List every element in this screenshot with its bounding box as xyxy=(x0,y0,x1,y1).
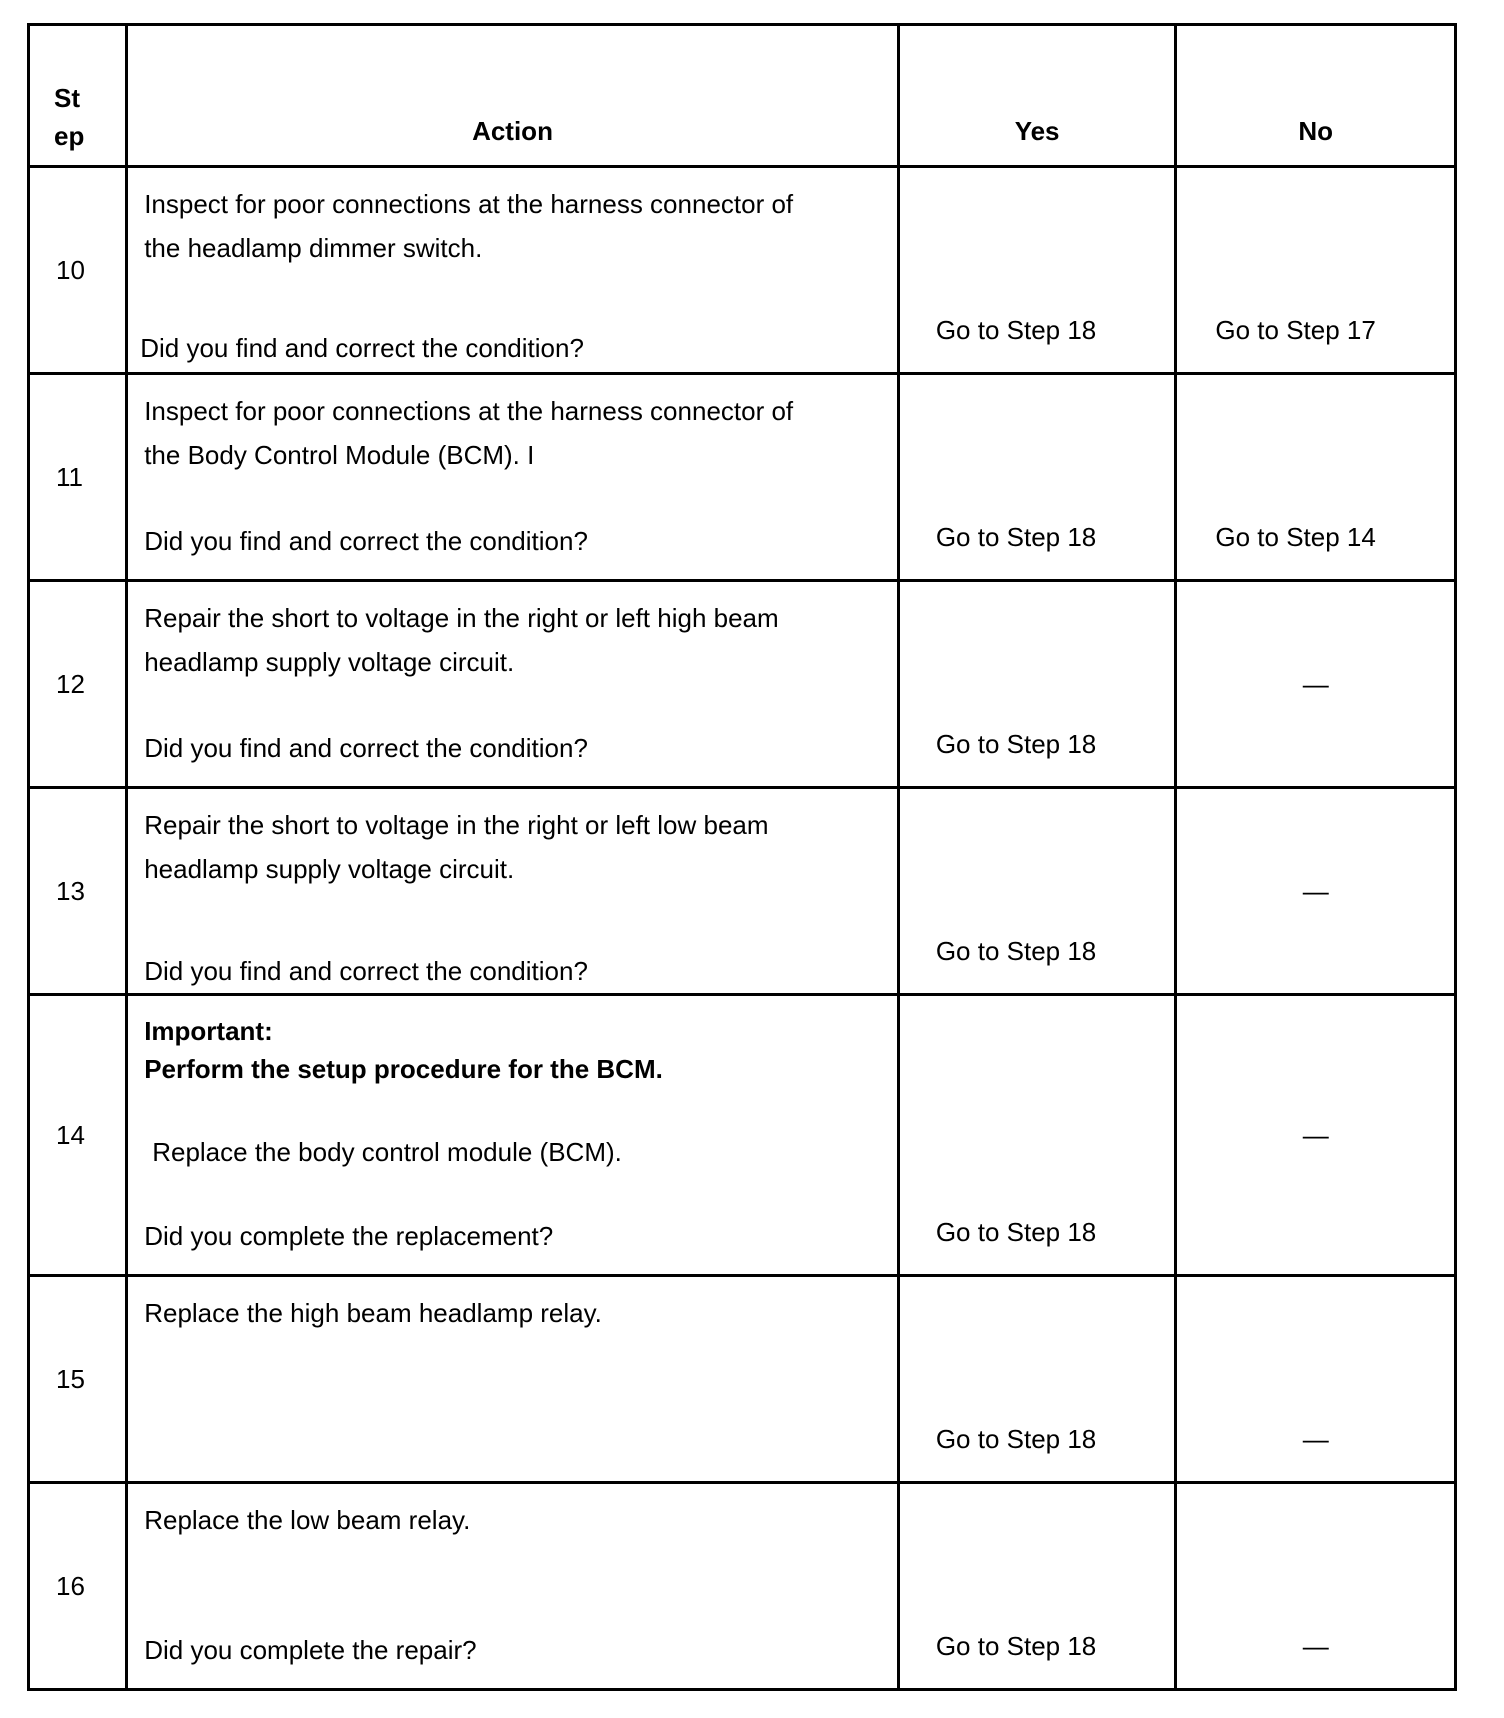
step-cell xyxy=(29,581,127,788)
yes-result: Go to Step 18 xyxy=(935,729,1097,759)
action-cell xyxy=(127,995,899,1276)
no-result: Go to Step 17 xyxy=(1215,315,1376,345)
step-number: 12 xyxy=(56,669,85,699)
action-cell xyxy=(127,1483,899,1690)
yes-result: Go to Step 18 xyxy=(935,522,1097,552)
table-row xyxy=(29,167,1456,374)
action-cell xyxy=(127,788,899,995)
action-line: headlamp supply voltage circuit. xyxy=(144,854,515,884)
header-step-label: St ep xyxy=(54,83,85,151)
no-result: — xyxy=(1302,1631,1329,1661)
action-text xyxy=(144,389,881,477)
yes-cell xyxy=(898,374,1176,581)
no-cell xyxy=(1176,1483,1456,1690)
step-number: 13 xyxy=(56,876,85,906)
header-action xyxy=(127,25,899,167)
action-line: the headlamp dimmer switch. xyxy=(144,233,483,263)
yes-cell xyxy=(898,581,1176,788)
table-row xyxy=(29,788,1456,995)
table-row xyxy=(29,581,1456,788)
action-text xyxy=(144,1291,881,1335)
step-cell xyxy=(29,374,127,581)
table-row xyxy=(29,995,1456,1276)
header-yes xyxy=(898,25,1176,167)
action-question: Did you find and correct the condition? xyxy=(144,526,588,556)
header-no xyxy=(1176,25,1456,167)
step-number: 14 xyxy=(56,1120,85,1150)
table-row xyxy=(29,374,1456,581)
action-question: Did you complete the replacement? xyxy=(144,1221,554,1251)
action-cell xyxy=(127,1276,899,1483)
step-number: 10 xyxy=(56,255,85,285)
action-question: Did you find and correct the condition? xyxy=(140,333,584,363)
step-number: 16 xyxy=(56,1571,85,1601)
action-line: Replace the high beam headlamp relay. xyxy=(144,1298,602,1328)
action-line: Replace the body control module (BCM). xyxy=(152,1137,622,1167)
action-question: Did you find and correct the condition? xyxy=(144,956,588,986)
no-result: — xyxy=(1302,1120,1329,1150)
yes-result: Go to Step 18 xyxy=(935,1217,1097,1247)
no-cell xyxy=(1176,374,1456,581)
step-cell xyxy=(29,995,127,1276)
yes-result: Go to Step 18 xyxy=(935,1631,1097,1661)
header-row xyxy=(29,25,1456,167)
action-text xyxy=(152,1130,881,1174)
yes-result: Go to Step 18 xyxy=(935,315,1097,345)
yes-cell xyxy=(898,995,1176,1276)
no-cell xyxy=(1176,1276,1456,1483)
action-line: the Body Control Module (BCM). I xyxy=(144,440,535,470)
yes-cell xyxy=(898,1483,1176,1690)
action-line: Inspect for poor connections at the harness connector of xyxy=(144,396,794,426)
no-cell xyxy=(1176,788,1456,995)
table-row xyxy=(29,1483,1456,1690)
header-no-label: No xyxy=(1298,116,1334,146)
important-text: Perform the setup procedure for the BCM. xyxy=(144,1054,663,1084)
action-question: Did you complete the repair? xyxy=(144,1635,477,1665)
no-result: Go to Step 14 xyxy=(1215,522,1376,552)
no-result: — xyxy=(1302,1424,1329,1454)
no-cell xyxy=(1176,995,1456,1276)
yes-result: Go to Step 18 xyxy=(935,1424,1097,1454)
step-cell xyxy=(29,1483,127,1690)
header-yes-label: Yes xyxy=(1014,116,1060,146)
action-cell xyxy=(127,581,899,788)
no-result: — xyxy=(1302,669,1329,699)
step-cell xyxy=(29,167,127,374)
action-line: headlamp supply voltage circuit. xyxy=(144,647,515,677)
step-number: 15 xyxy=(56,1364,85,1394)
yes-cell xyxy=(898,788,1176,995)
step-cell xyxy=(29,788,127,995)
action-line: Inspect for poor connections at the harness connector of xyxy=(144,189,794,219)
no-cell xyxy=(1176,167,1456,374)
action-line: Repair the short to voltage in the right or left low beam xyxy=(144,810,769,840)
diagnostic-table-page xyxy=(27,23,1457,1691)
no-result: — xyxy=(1302,876,1329,906)
diagnostic-table xyxy=(27,23,1457,1691)
action-question: Did you find and correct the condition? xyxy=(144,733,588,763)
action-line: Repair the short to voltage in the right or left high beam xyxy=(144,603,779,633)
important-note xyxy=(144,1012,881,1088)
action-text xyxy=(144,1498,881,1542)
no-cell xyxy=(1176,581,1456,788)
yes-cell xyxy=(898,1276,1176,1483)
header-step xyxy=(29,25,127,167)
header-action-label: Action xyxy=(472,116,553,146)
action-text xyxy=(144,596,881,684)
yes-cell xyxy=(898,167,1176,374)
step-number: 11 xyxy=(56,462,83,492)
table-row xyxy=(29,1276,1456,1483)
action-text xyxy=(144,803,881,891)
step-cell xyxy=(29,1276,127,1483)
yes-result: Go to Step 18 xyxy=(935,936,1097,966)
action-cell xyxy=(127,167,899,374)
action-cell xyxy=(127,374,899,581)
important-label: Important: xyxy=(144,1016,273,1046)
action-text xyxy=(144,182,881,270)
action-line: Replace the low beam relay. xyxy=(144,1505,471,1535)
